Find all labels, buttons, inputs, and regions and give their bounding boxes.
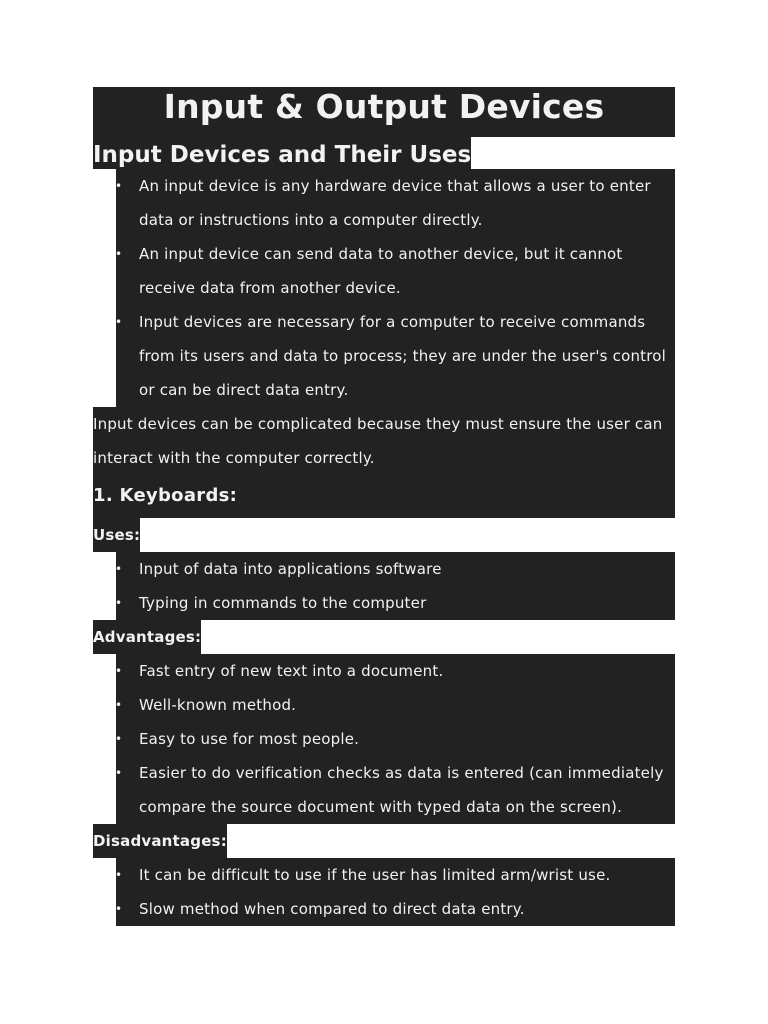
- list-item: • Easy to use for most people.: [139, 722, 675, 756]
- disadvantages-list: [116, 858, 675, 926]
- disadvantages-label-row: [93, 824, 675, 858]
- list-item: • Fast entry of new text into a document.: [139, 654, 675, 688]
- list-item: • An input device can send data to another device, but it cannot receive data from another device.: [139, 237, 675, 305]
- uses-list: [116, 552, 675, 620]
- disadvantages-label: Disadvantages:: [93, 824, 227, 858]
- intro-paragraph: Input devices can be complicated because they must ensure the user can interact with the computer correctly.: [93, 407, 675, 475]
- keyboards-heading: 1. Keyboards:: [93, 475, 675, 518]
- list-item: • It can be difficult to use if the user has limited arm/wrist use.: [139, 858, 675, 892]
- uses-label: Uses:: [93, 518, 140, 552]
- uses-label-row: [93, 518, 675, 552]
- document-page: [93, 87, 675, 926]
- advantages-list: [116, 654, 675, 824]
- advantages-label-row: [93, 620, 675, 654]
- list-item: • Typing in commands to the computer: [139, 586, 675, 620]
- list-item: • Slow method when compared to direct data entry.: [139, 892, 675, 926]
- list-item: • Input devices are necessary for a computer to receive commands from its users and data to process; they are under the user's control or can be direct data entry.: [139, 305, 675, 407]
- list-item: • Well-known method.: [139, 688, 675, 722]
- section-heading-row: [93, 137, 675, 169]
- section-heading: Input Devices and Their Uses: [93, 137, 471, 169]
- advantages-label: Advantages:: [93, 620, 201, 654]
- intro-bullet-list: [116, 169, 675, 407]
- list-item: • An input device is any hardware device that allows a user to enter data or instructions into a computer directly.: [139, 169, 675, 237]
- list-item: • Input of data into applications software: [139, 552, 675, 586]
- document-title: Input & Output Devices: [93, 87, 675, 137]
- list-item: • Easier to do verification checks as data is entered (can immediately compare the source document with typed data on the screen).: [139, 756, 675, 824]
